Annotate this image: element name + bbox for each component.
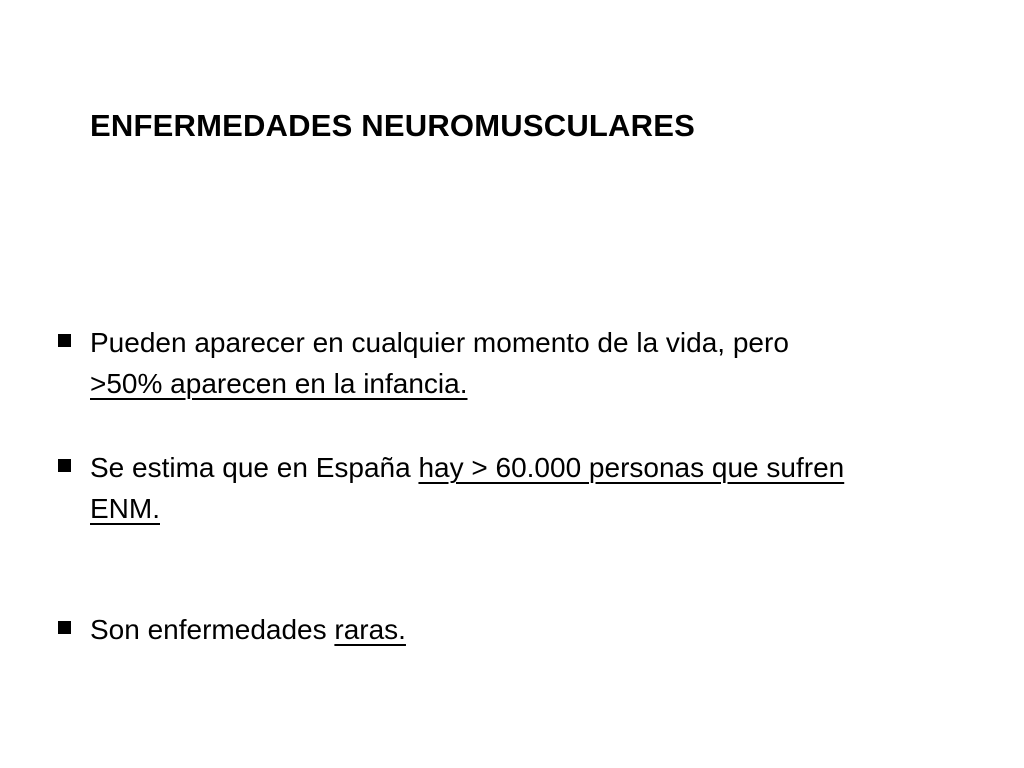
- square-bullet-icon: [58, 459, 71, 472]
- bullet-text-1: [90, 322, 940, 404]
- bullet-text-3: [90, 609, 940, 650]
- bullet-2-underlined-text-2: ENM.: [90, 493, 160, 524]
- bullet-text-2: [90, 447, 940, 529]
- bullet-1-plain-text: Pueden aparecer en cualquier momento de la vida, pero: [90, 327, 789, 358]
- bullet-1-underlined-text: >50% aparecen en la infancia.: [90, 368, 468, 399]
- slide-title: ENFERMEDADES NEUROMUSCULARES: [90, 108, 695, 143]
- bullet-2-plain-text: Se estima que en España: [90, 452, 419, 483]
- square-bullet-icon: [58, 334, 71, 347]
- bullet-3-underlined-text: raras.: [334, 614, 406, 645]
- bullet-2-underlined-text-1: hay > 60.000 personas que sufren: [418, 452, 845, 483]
- square-bullet-icon: [58, 621, 71, 634]
- bullet-3-plain-text: Son enfermedades: [90, 614, 335, 645]
